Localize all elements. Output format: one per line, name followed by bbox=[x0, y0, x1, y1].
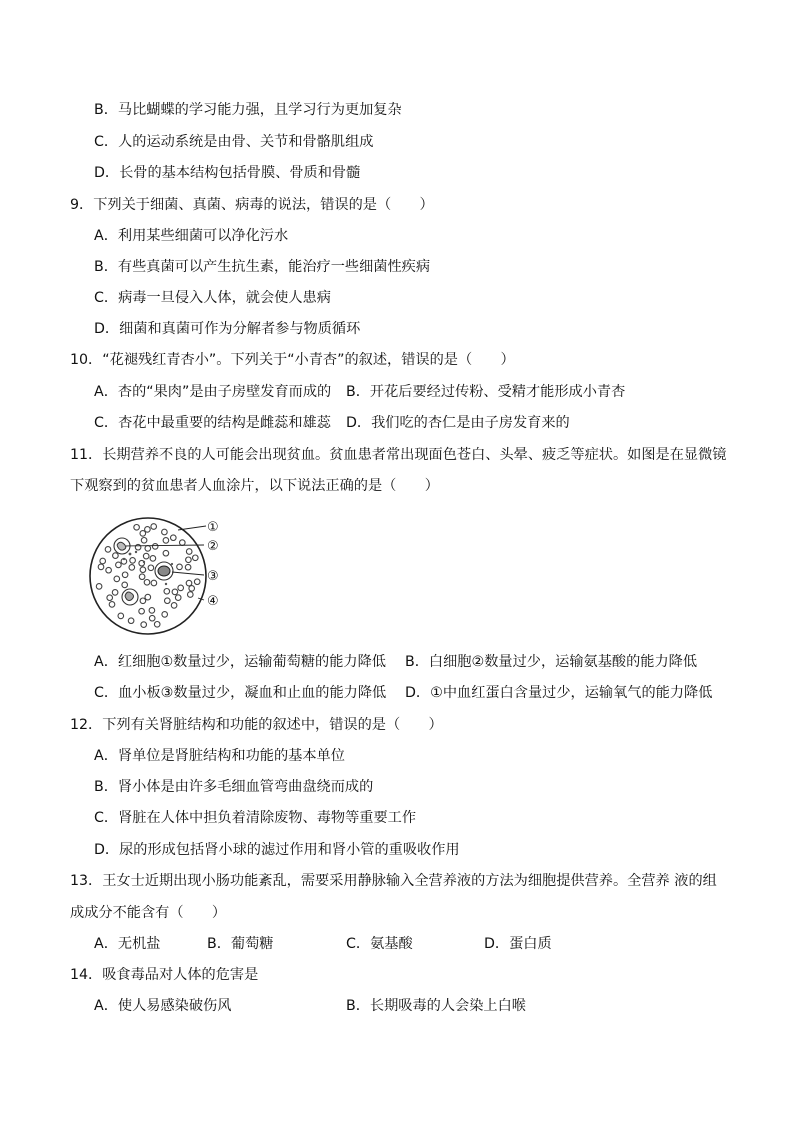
q10-option-c: C．杏花中最重要的结构是雌蕊和雄蕊 bbox=[94, 415, 331, 431]
q8-option-c: C．人的运动系统是由骨、关节和骨骼肌组成 bbox=[94, 134, 374, 150]
q8-option-b: B．马比蝴蝶的学习能力强，且学习行为更加复杂 bbox=[94, 102, 402, 118]
q9-option-d: D．细菌和真菌可作为分解者参与物质循环 bbox=[94, 321, 361, 337]
q14-stem: 14．吸食毒品对人体的危害是 bbox=[70, 967, 259, 983]
label-4: ④ bbox=[207, 594, 219, 609]
q9-stem: 9．下列关于细菌、真菌、病毒的说法，错误的是（ ） bbox=[70, 197, 434, 213]
q9-option-b: B．有些真菌可以产生抗生素，能治疗一些细菌性疾病 bbox=[94, 259, 431, 275]
q9-option-c: C．病毒一旦侵入人体，就会使人患病 bbox=[94, 290, 331, 306]
q11-option-c: C．血小板③数量过少，凝血和止血的能力降低 bbox=[94, 685, 387, 701]
q11-option-d: D．①中血红蛋白含量过少，运输氧气的能力降低 bbox=[405, 685, 713, 701]
q10-option-a: A．杏的“果肉”是由子房壁发育而成的 bbox=[94, 384, 332, 400]
field-of-view-circle bbox=[90, 518, 206, 634]
q11-stem-line1: 11．长期营养不良的人可能会出现贫血。贫血患者常出现面色苍白、头晕、疲乏等症状。如图是在显微镜 bbox=[70, 447, 727, 463]
q13-option-b: B．葡萄糖 bbox=[207, 936, 274, 952]
white-blood-cell-center bbox=[155, 562, 173, 580]
q13-option-a: A．无机盐 bbox=[94, 936, 161, 952]
q14-option-b: B．长期吸毒的人会染上白喉 bbox=[346, 998, 526, 1014]
q12-option-b: B．肾小体是由许多毛细血管弯曲盘绕而成的 bbox=[94, 779, 374, 795]
q10-option-d: D．我们吃的杏仁是由子房发育来的 bbox=[346, 415, 570, 431]
q12-option-c: C．肾脏在人体中担负着清除废物、毒物等重要工作 bbox=[94, 810, 417, 826]
q11-option-b: B．白细胞②数量过少，运输氨基酸的能力降低 bbox=[405, 654, 698, 670]
q11-stem-line2: 下观察到的贫血患者人血涂片，以下说法正确的是（ ） bbox=[70, 478, 439, 494]
label-3: ③ bbox=[207, 569, 219, 584]
q9-option-a: A．利用某些细菌可以净化污水 bbox=[94, 228, 289, 244]
label-2: ② bbox=[207, 539, 219, 554]
label-1: ① bbox=[207, 520, 219, 535]
q13-option-c: C．氨基酸 bbox=[346, 936, 413, 952]
q13-option-d: D．蛋白质 bbox=[484, 936, 552, 952]
blood-smear-diagram bbox=[86, 512, 246, 642]
q12-option-d: D．尿的形成包括肾小球的滤过作用和肾小管的重吸收作用 bbox=[94, 842, 460, 858]
q14-option-a: A．使人易感染破伤风 bbox=[94, 998, 232, 1014]
white-blood-cell-lower bbox=[122, 589, 138, 605]
q10-option-b: B．开花后要经过传粉、受精才能形成小青杏 bbox=[346, 384, 626, 400]
q8-option-d: D．长骨的基本结构包括骨膜、骨质和骨髓 bbox=[94, 165, 361, 181]
q13-stem-line2: 成成分不能含有（ ） bbox=[70, 905, 227, 921]
q12-stem: 12．下列有关肾脏结构和功能的叙述中，错误的是（ ） bbox=[70, 717, 443, 733]
q10-stem: 10．“花褪残红青杏小”。下列关于“小青杏”的叙述，错误的是（ ） bbox=[70, 352, 515, 368]
q12-option-a: A．肾单位是肾脏结构和功能的基本单位 bbox=[94, 748, 345, 764]
q13-stem-line1: 13．王女士近期出现小肠功能紊乱，需要采用静脉输入全营养液的方法为细胞提供营养。全营养 液的组 bbox=[70, 873, 717, 889]
q11-option-a: A．红细胞①数量过少，运输葡萄糖的能力降低 bbox=[94, 654, 386, 670]
